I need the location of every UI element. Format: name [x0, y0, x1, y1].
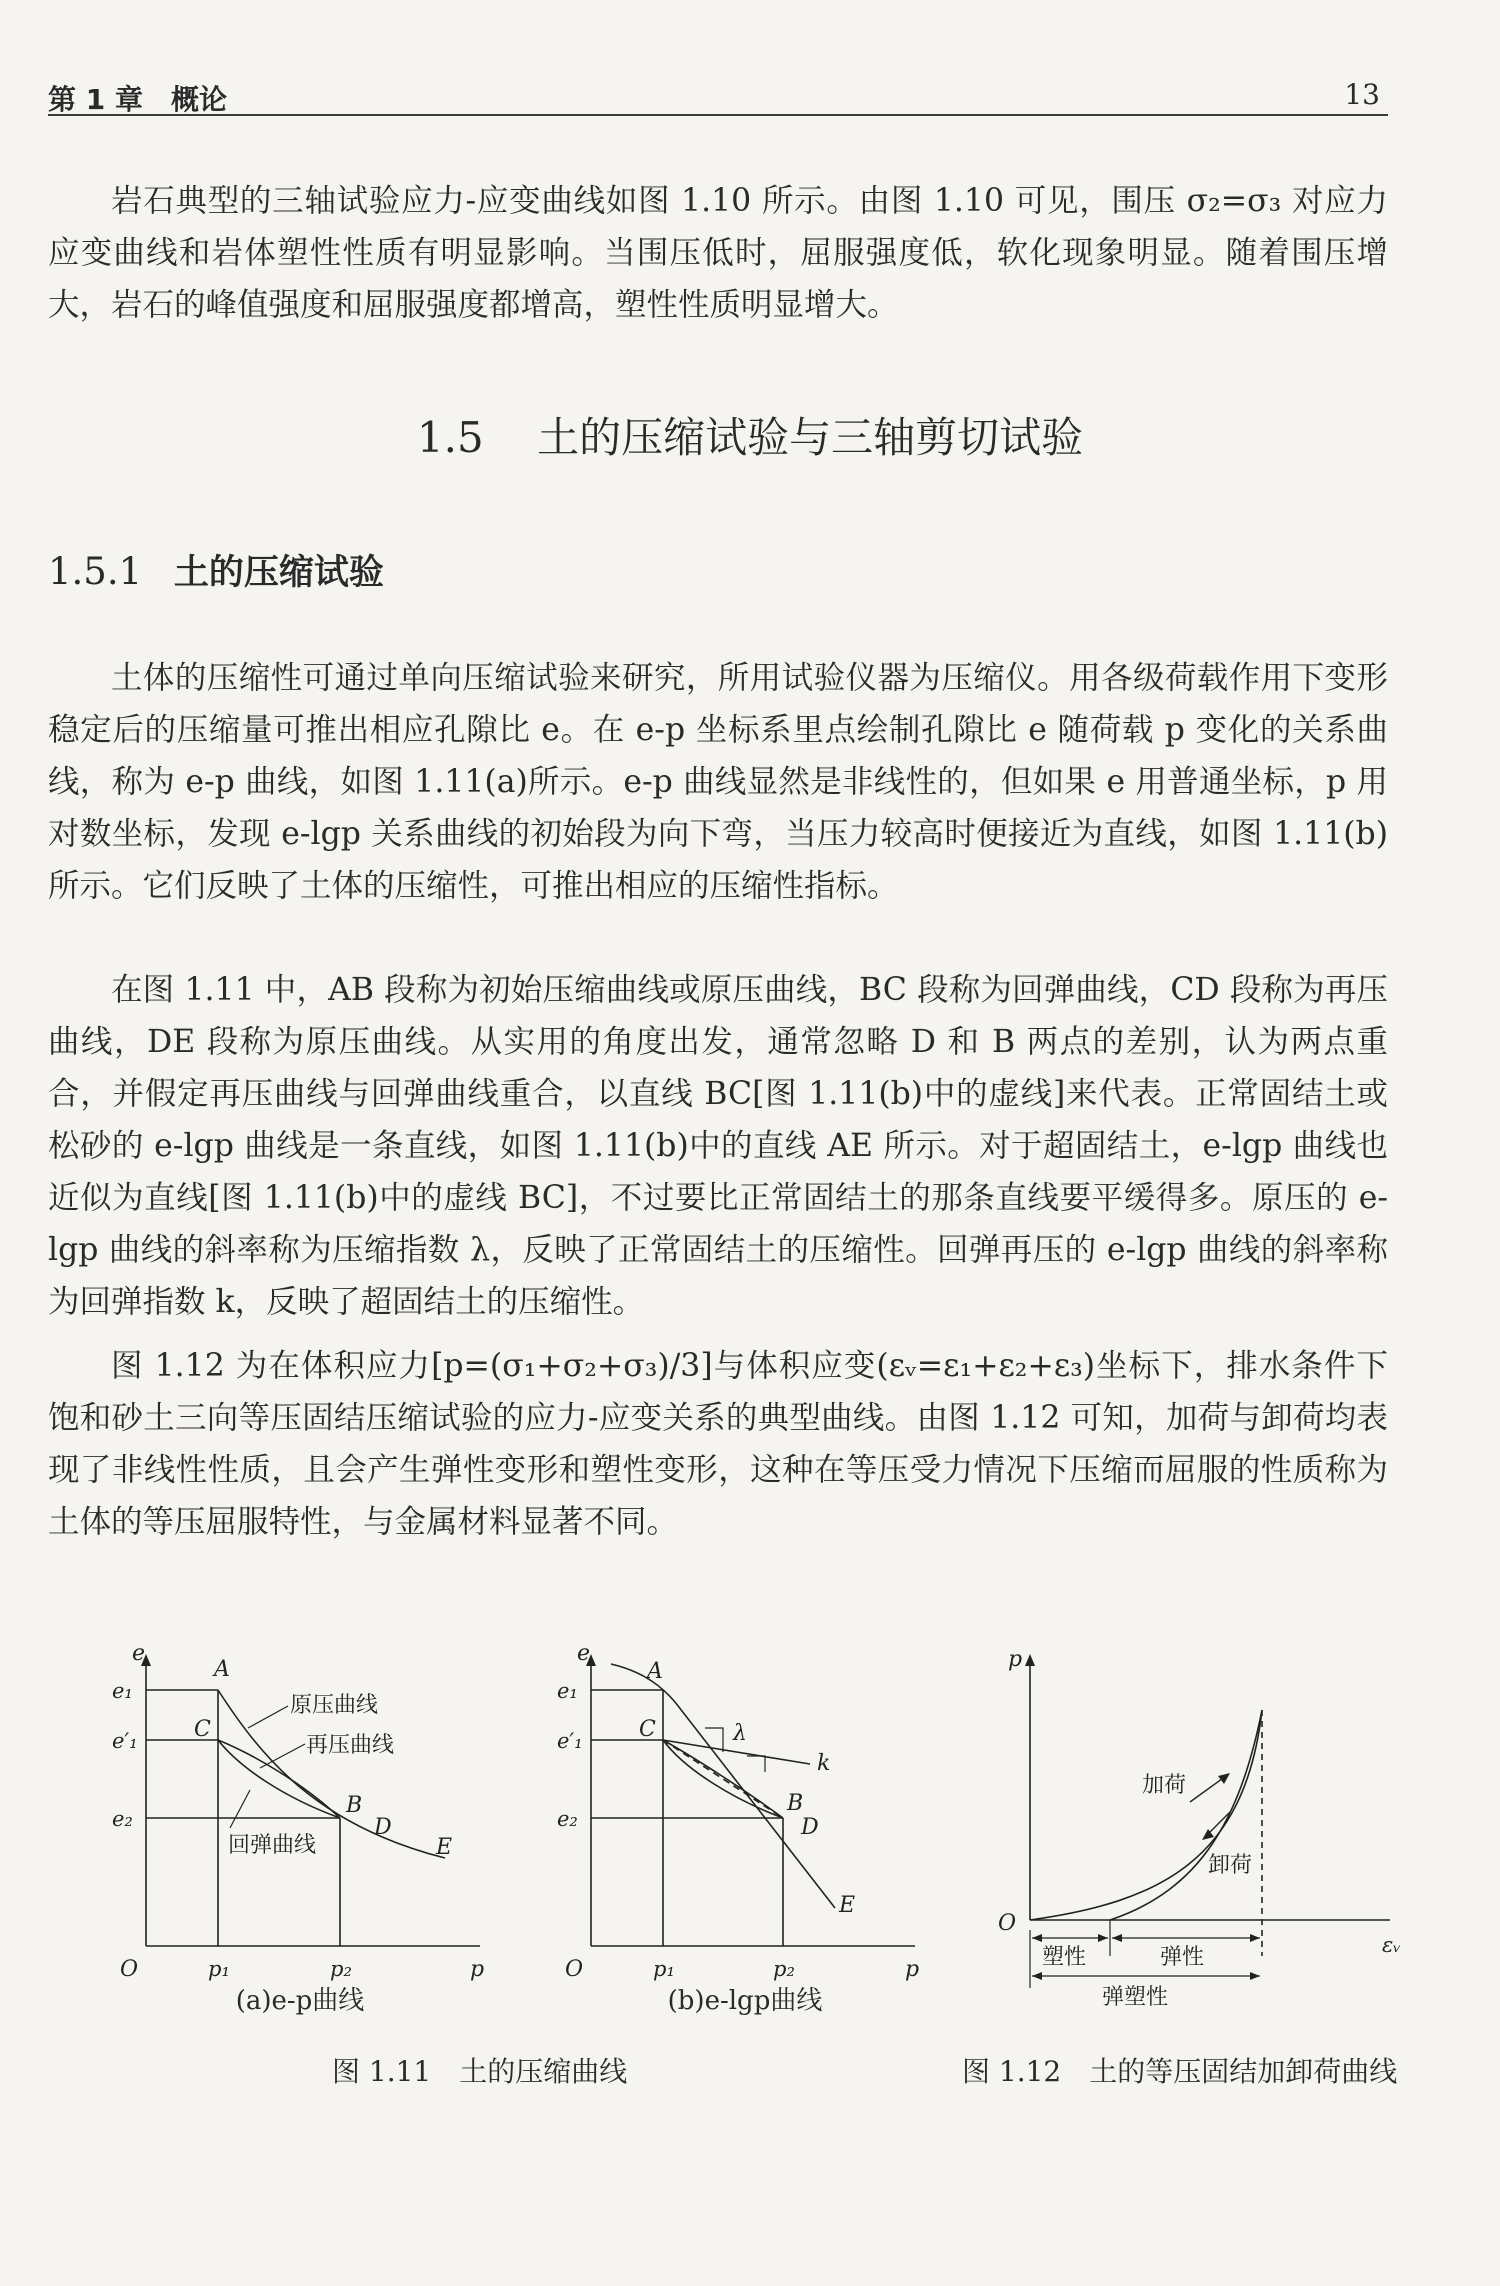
elastoplastic-label: 弹塑性 [1102, 1985, 1169, 2010]
leader-unload [230, 1790, 250, 1828]
p-ev-plot [990, 1640, 1420, 2040]
chapter-title: 第 1 章 概论 [48, 83, 227, 116]
p1-label: p₁ [208, 1957, 230, 1981]
e1p-label: e′₁ [557, 1729, 583, 1753]
paragraph-compression-test: 土体的压缩性可通过单向压缩试验来研究，所用试验仪器为压缩仪。用各级荷载作用下变形稳定后的压缩量可推出相应孔隙比 e。在 e-p 坐标系里点绘制孔隙比 e 随荷载 p 变化的关系曲线，称为 e-p 曲线，如图 1.11(a)所示。e-p 曲线显然是非线性的，但如果 e 用普通坐标，p 用对数坐标，发现 e-lgp 关系曲线的初始段为向下弯，当压力较高时便接近为直线，如图 1.11(b)所示。它们反映了土体的压缩性，可推出相应的压缩性指标。 [48, 660, 1388, 904]
load-label: 加荷 [1142, 1773, 1187, 1798]
running-header [48, 70, 1388, 116]
point-b-label: B [787, 1791, 804, 1816]
point-c-label: C [194, 1717, 211, 1742]
figure-isotropic-load-unload [990, 1640, 1420, 2040]
point-a-label: A [214, 1657, 230, 1682]
origin-label: O [120, 1957, 139, 1982]
p2-label: p₂ [773, 1957, 795, 1981]
e1p-label: e′₁ [112, 1729, 138, 1753]
figure-caption-1-11: 图 1.11 土的压缩曲线 [332, 2055, 628, 2088]
paragraph-curve-segments: 在图 1.11 中，AB 段称为初始压缩曲线或原压曲线，BC 段称为回弹曲线，CD 段称为再压曲线，DE 段称为原压曲线。从实用的角度出发，通常忽略 D 和 B 两点的差别，认为两点重合，并假定再压曲线与回弹曲线重合，以直线 BC[图 1.11(b)中的虚线]来代表。正常固结土或松砂的 e-lgp 曲线是一条直线，如图 1.11(b)中的直线 AE 所示。对于超固结土，e-lgp 曲线也近似为直线[图 1.11(b)中的虚线 BC]，不过要比正常固结土的那条直线要平缓得多。原压的 e-lgp 曲线的斜率称为压缩指数 λ，反映了正常固结土的压缩性。回弹再压的 e-lgp 曲线的斜率称为回弹指数 k，反映了超固结土的压缩性。 [48, 972, 1388, 1320]
dim-arrow-icon [1250, 1934, 1260, 1942]
reload-curve-label: 再压曲线 [306, 1733, 395, 1758]
e1-label: e₁ [112, 1679, 133, 1703]
y-axis-label: p [1008, 1647, 1023, 1672]
e2-label: e₂ [557, 1807, 578, 1831]
figure-caption-1-12: 图 1.12 土的等压固结加卸荷曲线 [962, 2055, 1398, 2088]
point-d-label: D [801, 1815, 819, 1840]
elastic-label: 弹性 [1160, 1945, 1205, 1970]
lambda-label: λ [733, 1721, 747, 1746]
p2-label: p₂ [330, 1957, 352, 1981]
dim-arrow-icon [1250, 1972, 1260, 1980]
point-e-label: E [436, 1835, 453, 1860]
x-axis-label: p [470, 1957, 485, 1982]
dim-arrow-icon [1098, 1934, 1108, 1942]
point-e-label: E [839, 1893, 856, 1918]
point-c-label: C [639, 1717, 656, 1742]
section-number: 1.5 [416, 413, 484, 462]
figure-e-p-curve [110, 1640, 500, 2040]
virgin-curve-label: 原压曲线 [290, 1693, 379, 1718]
unload-curve-label: 回弹曲线 [228, 1833, 317, 1858]
subsection-name: 土的压缩试验 [173, 553, 384, 593]
virgin-curve [611, 1664, 835, 1908]
paragraph-isotropic-consolidation: 图 1.12 为在体积应力[p=(σ₁+σ₂+σ₃)/3]与体积应变(εᵥ=ε₁+ε₂+ε₃)坐标下，排水条件下饱和砂土三向等压固结压缩试验的应力-应变关系的典型曲线。由图 1.12 可知，加荷与卸荷均表现了非线性性质，且会产生弹性变形和塑性变形，这种在等压受力情况下压缩而屈服的性质称为土体的等压屈服特性，与金属材料显著不同。 [48, 1348, 1388, 1540]
e2-label: e₂ [112, 1807, 133, 1831]
load-arrow-line [1190, 1776, 1226, 1802]
dim-arrow-icon [1032, 1934, 1042, 1942]
k-label: k [817, 1751, 831, 1776]
p1-label: p₁ [653, 1957, 675, 1981]
k-triangle [747, 1756, 765, 1772]
plastic-label: 塑性 [1042, 1945, 1087, 1970]
section-name: 土的压缩试验与三轴剪切试验 [537, 413, 1084, 462]
subsection-number: 1.5.1 [48, 550, 143, 593]
caption-a: (a)e-p曲线 [235, 1986, 365, 2016]
paragraph-rock-triaxial: 岩石典型的三轴试验应力-应变曲线如图 1.10 所示。由图 1.10 可见，围压 σ₂=σ₃ 对应力应变曲线和岩体塑性性质有明显影响。当围压低时，屈服强度低，软化现象明显。随着围压增大，岩石的峰值强度和屈服强度都增高，塑性性质明显增大。 [48, 183, 1388, 323]
e1-label: e₁ [557, 1679, 578, 1703]
unloading-curve [1110, 1710, 1262, 1920]
y-axis-label: e [577, 1641, 591, 1666]
origin-label: O [998, 1911, 1017, 1936]
y-axis-label: e [132, 1641, 146, 1666]
dim-arrow-icon [1032, 1972, 1042, 1980]
x-axis-label: p [905, 1957, 920, 1982]
subsection-title [48, 545, 384, 595]
x-axis-label: εᵥ [1382, 1933, 1402, 1957]
point-a-label: A [647, 1659, 663, 1684]
caption-b: (b)e-lgp曲线 [667, 1986, 823, 2016]
dim-arrow-icon [1112, 1934, 1122, 1942]
section-title [0, 405, 1500, 465]
origin-label: O [565, 1957, 584, 1982]
unload-label: 卸荷 [1208, 1853, 1253, 1878]
point-d-label: D [374, 1815, 392, 1840]
page-number: 13 [1344, 78, 1380, 111]
load-arrowhead-icon [1218, 1773, 1230, 1784]
figure-e-lgp-curve [555, 1640, 935, 2040]
point-b-label: B [346, 1793, 363, 1818]
leader-virgin [248, 1706, 288, 1728]
y-arrow-icon [1025, 1654, 1035, 1666]
